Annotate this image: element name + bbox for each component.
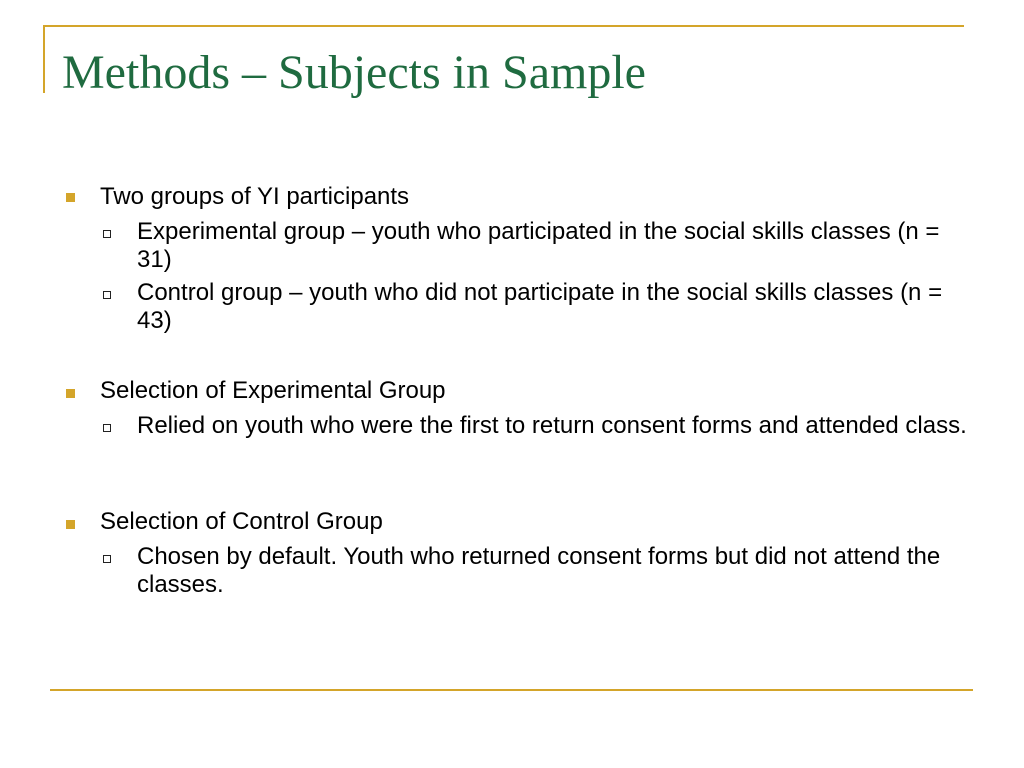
frame-top-rule	[43, 25, 964, 27]
bullet-item: Selection of Experimental Group	[100, 377, 446, 404]
square-bullet-icon	[66, 193, 75, 202]
hollow-square-bullet-icon	[103, 555, 111, 563]
square-bullet-icon	[66, 389, 75, 398]
square-bullet-icon	[66, 520, 75, 529]
sub-bullet-item: Chosen by default. Youth who returned consent forms but did not attend the classes.	[137, 543, 941, 598]
frame-left-rule	[43, 25, 45, 93]
bullet-item: Two groups of YI participants	[100, 183, 410, 210]
sub-bullet-item: Control group – youth who did not participate in the social skills classes (n = 43)	[137, 279, 943, 334]
hollow-square-bullet-icon	[103, 424, 111, 432]
bullet-item: Selection of Control Group	[100, 508, 383, 535]
sub-bullet-item: Experimental group – youth who participated in the social skills classes (n = 31)	[137, 218, 940, 273]
hollow-square-bullet-icon	[103, 291, 111, 299]
slide-title: Methods – Subjects in Sample	[62, 46, 646, 99]
sub-bullet-item: Relied on youth who were the first to return consent forms and attended class.	[137, 412, 967, 439]
footer-rule	[50, 689, 973, 691]
hollow-square-bullet-icon	[103, 230, 111, 238]
